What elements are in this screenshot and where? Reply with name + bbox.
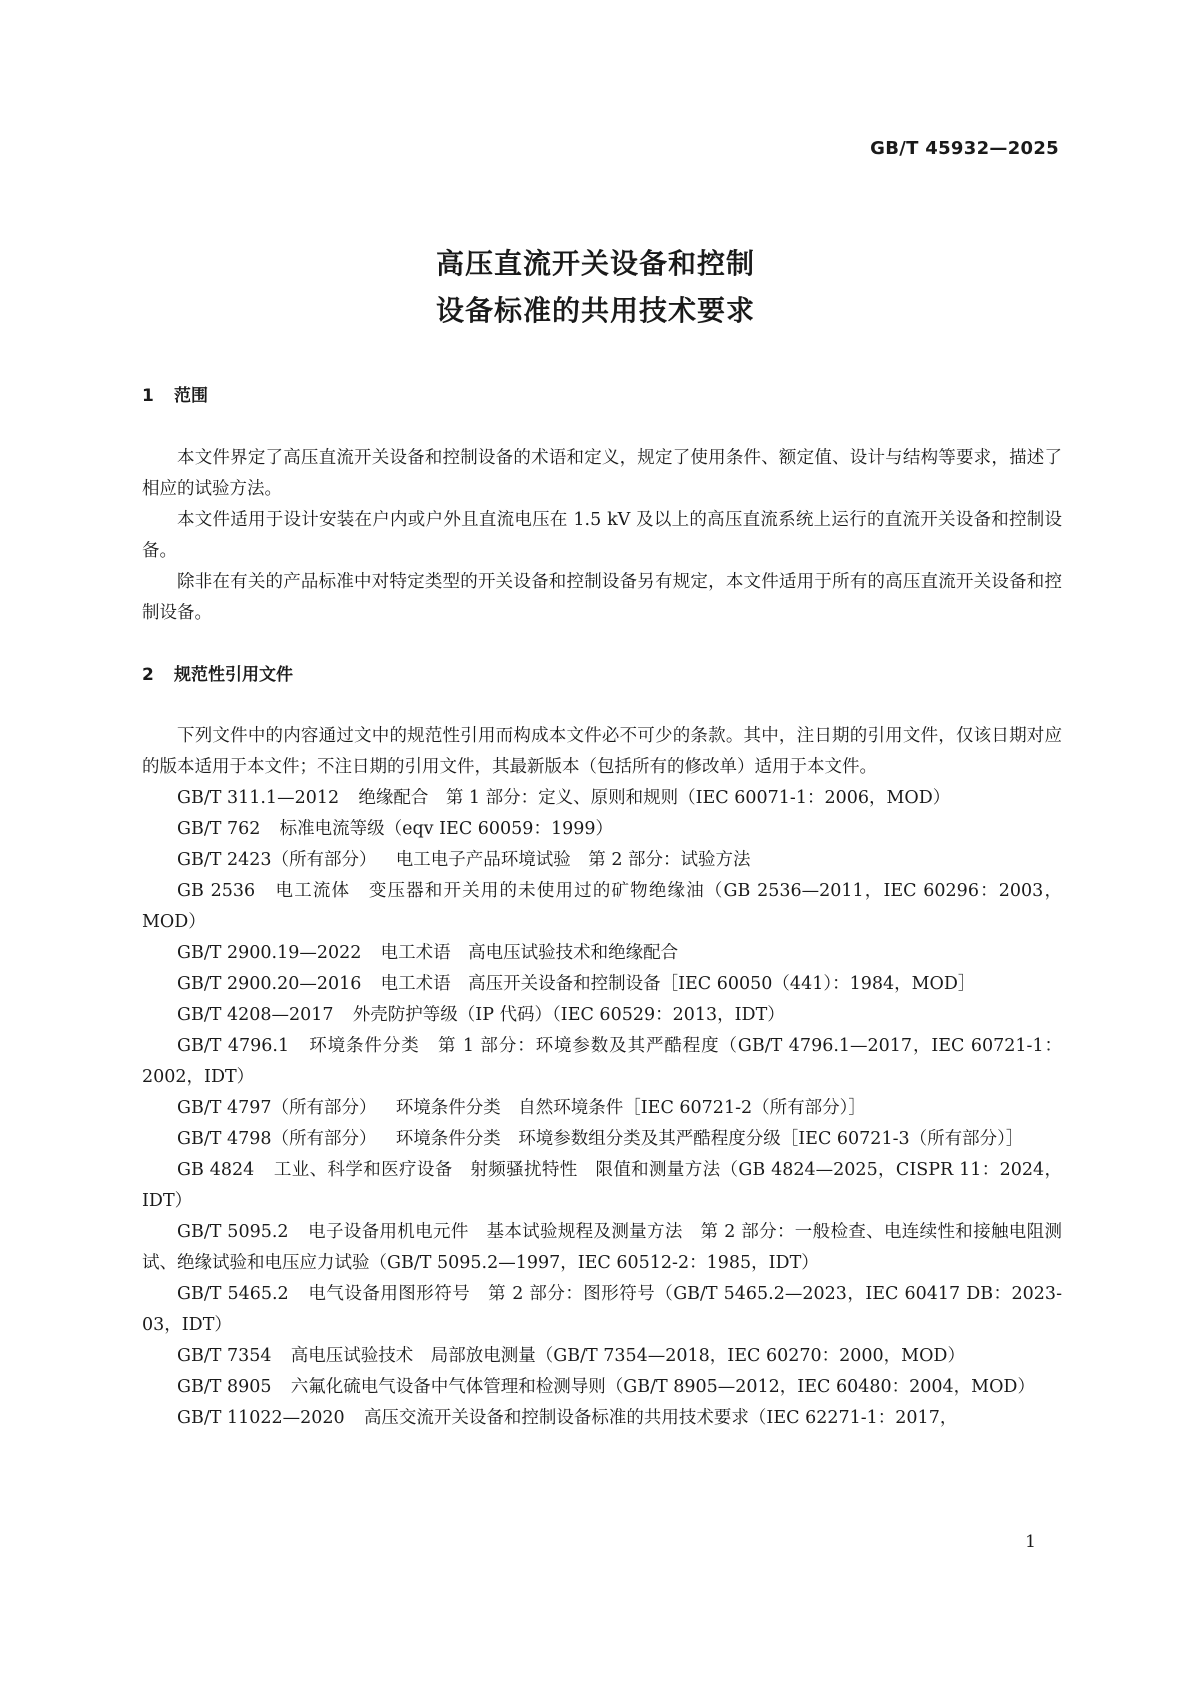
reference-title: 电工流体 变压器和开关用的未使用过的矿物绝缘油（GB 2536—2011，IEC 60296：2003，MOD） <box>142 881 1062 932</box>
document-title <box>0 240 1191 334</box>
reference-title: 电气设备用图形符号 第 2 部分：图形符号（GB/T 5465.2—2023，IEC 60417 DB：2023-03，IDT） <box>142 1284 1062 1335</box>
reference-item <box>142 969 1062 1000</box>
paragraph: 除非在有关的产品标准中对特定类型的开关设备和控制设备另有规定，本文件适用于所有的高压直流开关设备和控制设备。 <box>142 572 1062 623</box>
reference-code: GB/T 4797（所有部分） <box>177 1098 377 1118</box>
reference-item <box>142 845 1062 876</box>
reference-title: 环境条件分类 环境参数组分类及其严酷程度分级［IEC 60721-3（所有部分）］ <box>395 1129 1024 1149</box>
reference-item <box>142 1217 1062 1279</box>
reference-title: 电工术语 高电压试验技术和绝缘配合 <box>380 943 679 963</box>
reference-title: 工业、科学和医疗设备 射频骚扰特性 限值和测量方法（GB 4824—2025，CISPR 11：2024，IDT） <box>142 1160 1062 1211</box>
page-number: 1 <box>1025 1532 1036 1552</box>
reference-code: GB/T 8905 <box>177 1377 272 1397</box>
section-number: 1 <box>142 386 154 406</box>
section-heading-references <box>142 660 1062 691</box>
reference-title: 外壳防护等级（IP 代码）（IEC 60529：2013，IDT） <box>352 1005 785 1025</box>
reference-list <box>142 783 1062 1434</box>
reference-code: GB/T 4798（所有部分） <box>177 1129 377 1149</box>
reference-item <box>142 1341 1062 1372</box>
reference-code: GB 2536 <box>177 881 256 901</box>
section-heading-scope <box>142 381 1062 412</box>
reference-item <box>142 938 1062 969</box>
reference-code: GB/T 5465.2 <box>177 1284 289 1304</box>
reference-code: GB/T 762 <box>177 819 261 839</box>
reference-item <box>142 814 1062 845</box>
reference-code: GB/T 2423（所有部分） <box>177 850 377 870</box>
paragraph: 本文件适用于设计安装在户内或户外且直流电压在 1.5 kV 及以上的高压直流系统上运行的直流开关设备和控制设备。 <box>142 510 1062 561</box>
reference-code: GB/T 2900.19—2022 <box>177 943 362 963</box>
reference-code: GB/T 311.1—2012 <box>177 788 340 808</box>
paragraph-intro: 下列文件中的内容通过文中的规范性引用而构成本文件必不可少的条款。其中，注日期的引用文件，仅该日期对应的版本适用于本文件；不注日期的引用文件，其最新版本（包括所有的修改单）适用于本文件。 <box>142 726 1062 777</box>
reference-code: GB/T 2900.20—2016 <box>177 974 362 994</box>
reference-item <box>142 1155 1062 1217</box>
section-number: 2 <box>142 665 154 685</box>
reference-code: GB/T 7354 <box>177 1346 272 1366</box>
title-line-2: 设备标准的共用技术要求 <box>435 294 755 327</box>
reference-title: 绝缘配合 第 1 部分：定义、原则和规则（IEC 60071-1：2006，MOD） <box>358 788 951 808</box>
section-scope <box>142 381 1062 629</box>
reference-item <box>142 1000 1062 1031</box>
reference-title: 六氟化硫电气设备中气体管理和检测导则（GB/T 8905—2012，IEC 60480：2004，MOD） <box>290 1377 1035 1397</box>
reference-item <box>142 783 1062 814</box>
standard-code: GB/T 45932—2025 <box>870 138 1059 159</box>
paragraph: 本文件界定了高压直流开关设备和控制设备的术语和定义，规定了使用条件、额定值、设计与结构等要求，描述了相应的试验方法。 <box>142 448 1062 499</box>
reference-title: 电子设备用机电元件 基本试验规程及测量方法 第 2 部分：一般检查、电连续性和接触电阻测试、绝缘试验和电压应力试验（GB/T 5095.2—1997，IEC 60512-2：1985，IDT） <box>142 1222 1062 1273</box>
reference-title: 高压交流开关设备和控制设备标准的共用技术要求（IEC 62271-1：2017， <box>363 1408 958 1428</box>
reference-item <box>142 876 1062 938</box>
reference-code: GB/T 4796.1 <box>177 1036 290 1056</box>
section-title: 范围 <box>174 386 208 406</box>
reference-item <box>142 1372 1062 1403</box>
reference-code: GB/T 11022—2020 <box>177 1408 345 1428</box>
reference-title: 高电压试验技术 局部放电测量（GB/T 7354—2018，IEC 60270：2000，MOD） <box>290 1346 965 1366</box>
section-title: 规范性引用文件 <box>174 665 293 685</box>
reference-title: 标准电流等级（eqv IEC 60059：1999） <box>279 819 613 839</box>
reference-title: 电工电子产品环境试验 第 2 部分：试验方法 <box>395 850 751 870</box>
reference-code: GB/T 5095.2 <box>177 1222 289 1242</box>
reference-title: 环境条件分类 自然环境条件［IEC 60721-2（所有部分）］ <box>395 1098 866 1118</box>
reference-item <box>142 1279 1062 1341</box>
reference-item <box>142 1093 1062 1124</box>
section-normative-references <box>142 660 1062 1434</box>
reference-code: GB/T 4208—2017 <box>177 1005 334 1025</box>
document-body <box>142 381 1062 1434</box>
title-line-1: 高压直流开关设备和控制 <box>435 247 755 280</box>
reference-title: 电工术语 高压开关设备和控制设备［IEC 60050（441）：1984，MOD］ <box>380 974 976 994</box>
reference-item <box>142 1403 1062 1434</box>
reference-code: GB 4824 <box>177 1160 255 1180</box>
reference-item <box>142 1031 1062 1093</box>
reference-title: 环境条件分类 第 1 部分：环境参数及其严酷程度（GB/T 4796.1—2017，IEC 60721-1：2002，IDT） <box>142 1036 1062 1087</box>
reference-item <box>142 1124 1062 1155</box>
